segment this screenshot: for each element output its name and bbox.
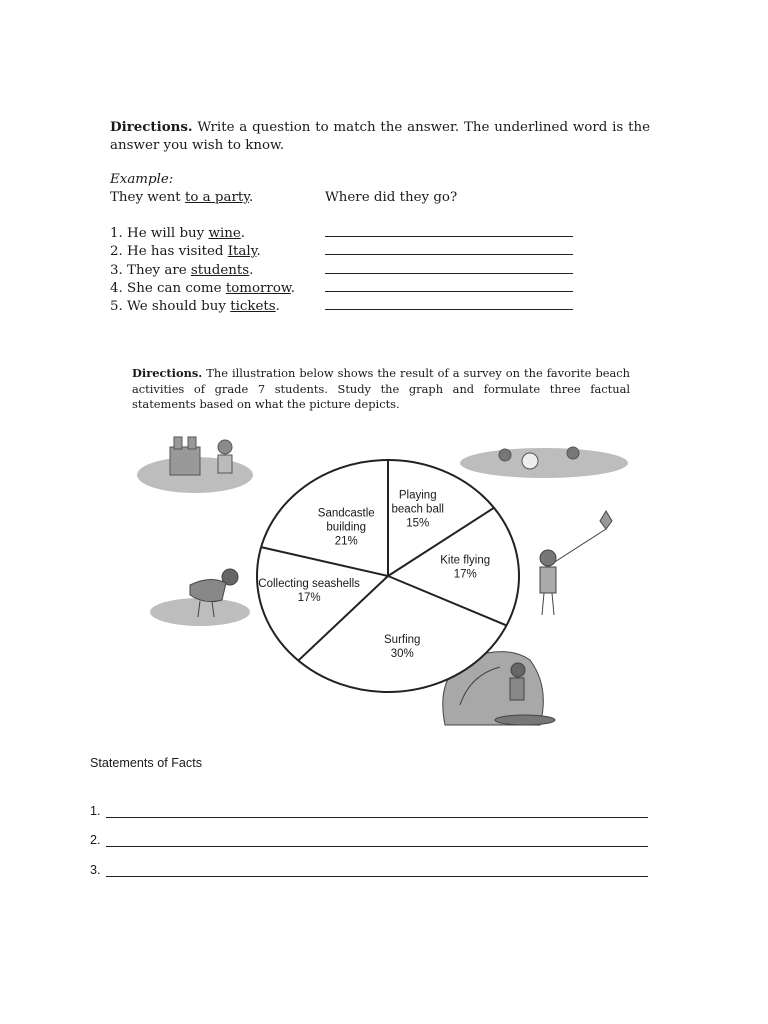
exercise-underlined-word: wine [208,226,241,242]
exercise-sentence [110,243,325,261]
pie-slice-label: Collecting seashells 17% [258,578,360,605]
answer-blank[interactable] [325,277,573,292]
statement-number: 3. [90,862,101,877]
question-section [110,118,650,316]
exercise-list [110,225,650,316]
example-label: Example: [110,172,174,187]
pie-slice-label: Playing beach ball 15% [391,489,444,530]
example-prefix: They went [110,190,185,205]
beach-ball-illustration [460,447,628,478]
exercise-prefix: 5. We should buy [110,298,231,314]
example-suffix: . [249,190,254,205]
exercise-underlined-word: students [190,262,250,278]
exercise-suffix: . [290,280,296,296]
directions-paragraph-2 [132,366,630,413]
statement-number: 1. [90,803,101,818]
statement-blank[interactable] [106,834,648,847]
statement-lines [90,788,650,877]
exercise-prefix: 2. He has visited [110,244,228,260]
answer-blank[interactable] [325,259,573,274]
answer-blank[interactable] [325,240,573,255]
exercise-suffix: . [240,226,246,242]
exercise-item [110,298,650,316]
seashell-collecting-illustration [150,569,250,626]
example-row [110,189,650,207]
statement-row [90,818,650,848]
beach-activities-pie-chart [130,425,640,745]
pie-chart [257,460,519,692]
exercise-sentence [110,262,325,280]
statements-section [90,756,650,877]
exercise-suffix: . [275,298,280,314]
exercise-prefix: 1. He will buy [110,226,209,242]
exercise-underlined-word: tickets [230,298,276,314]
directions-label-2: Directions. [132,366,203,380]
statement-number: 2. [90,833,101,847]
statement-row [90,788,650,818]
statements-title: Statements of Facts [90,756,202,770]
example-underlined-answer: to a party [184,190,250,205]
statement-blank[interactable] [106,864,648,877]
exercise-prefix: 3. They are [110,262,191,278]
statement-row [90,847,650,877]
exercise-suffix: . [249,262,254,278]
exercise-suffix: . [256,244,261,260]
directions-label: Directions. [110,119,193,135]
exercise-underlined-word: Italy [227,244,257,260]
pie-slice-label: Sandcastle building 21% [317,507,375,548]
example-sentence [110,189,325,207]
exercise-sentence [110,225,325,243]
directions-paragraph-1 [110,118,650,155]
statement-blank[interactable] [106,805,648,818]
directions-text-2: The illustration below shows the result of a survey on the favorite beach activities of grade 7 students. Study the graph and formulate three factual statements based on what the picture depicts. [132,366,630,411]
exercise-prefix: 4. She can come [110,280,226,296]
exercise-underlined-word: tomorrow [225,280,291,296]
answer-blank[interactable] [325,222,573,237]
pie-slice-label: Surfing 30% [384,634,421,661]
directions-text: Write a question to match the answer. The underlined word is the answer you wish to know. [110,120,650,153]
exercise-sentence [110,280,325,298]
pie-slice-label: Kite flying 17% [440,554,491,581]
sandcastle-illustration [137,437,253,493]
example-question: Where did they go? [325,190,458,205]
exercise-sentence [110,298,325,316]
answer-blank[interactable] [325,295,573,310]
kite-flying-illustration [540,511,612,615]
